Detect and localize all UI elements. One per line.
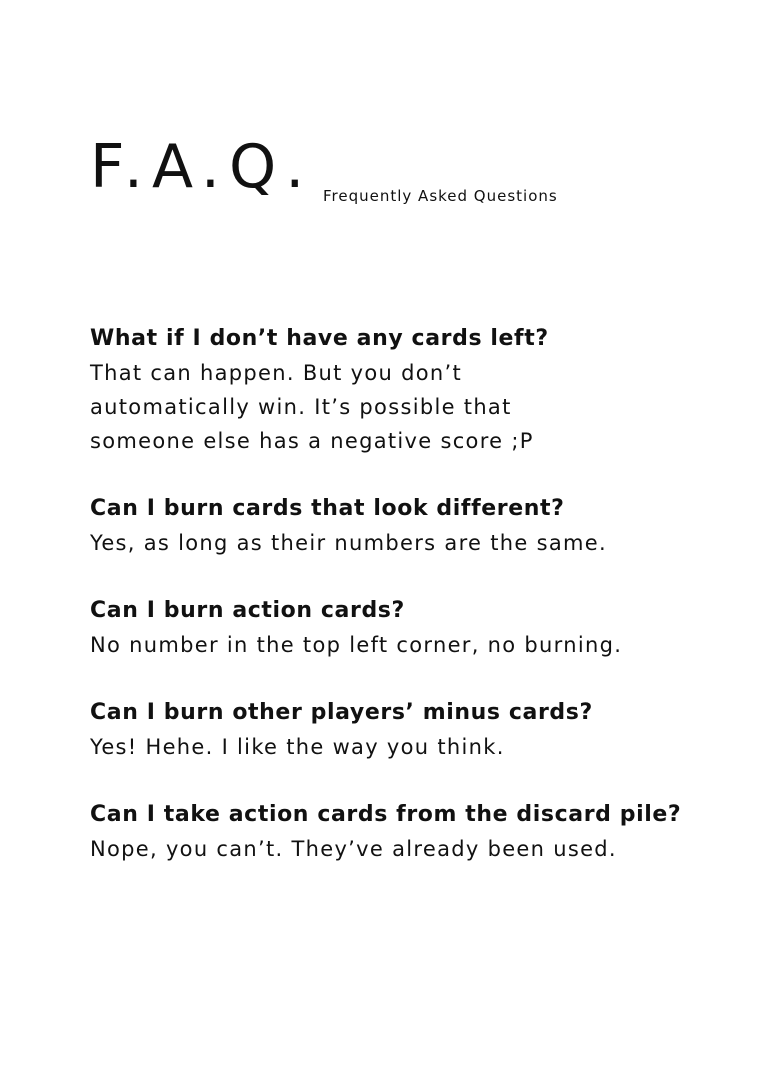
- faq-answer: Nope, you can’t. They’ve already been used.: [90, 837, 617, 861]
- faq-answer: Yes! Hehe. I like the way you think.: [90, 735, 505, 759]
- faq-question: Can I burn action cards?: [90, 598, 405, 623]
- page-title: F.A.Q.: [90, 132, 314, 202]
- faq-item: [90, 696, 730, 764]
- faq-list: [90, 322, 730, 900]
- faq-item: [90, 594, 730, 662]
- faq-answer: No number in the top left corner, no burning.: [90, 633, 623, 657]
- faq-item: [90, 492, 730, 560]
- page-header: [90, 132, 690, 212]
- faq-question: Can I burn other players’ minus cards?: [90, 700, 593, 725]
- faq-question: Can I burn cards that look different?: [90, 496, 565, 521]
- faq-question: Can I take action cards from the discard pile?: [90, 802, 682, 827]
- faq-answer: Yes, as long as their numbers are the same.: [90, 531, 607, 555]
- faq-item: [90, 798, 730, 866]
- faq-item: [90, 322, 730, 458]
- faq-answer: That can happen. But you don’t automatically win. It’s possible that someone else has a negative score ;P: [90, 361, 534, 453]
- faq-question: What if I don’t have any cards left?: [90, 326, 549, 351]
- page-subtitle: Frequently Asked Questions: [323, 187, 558, 205]
